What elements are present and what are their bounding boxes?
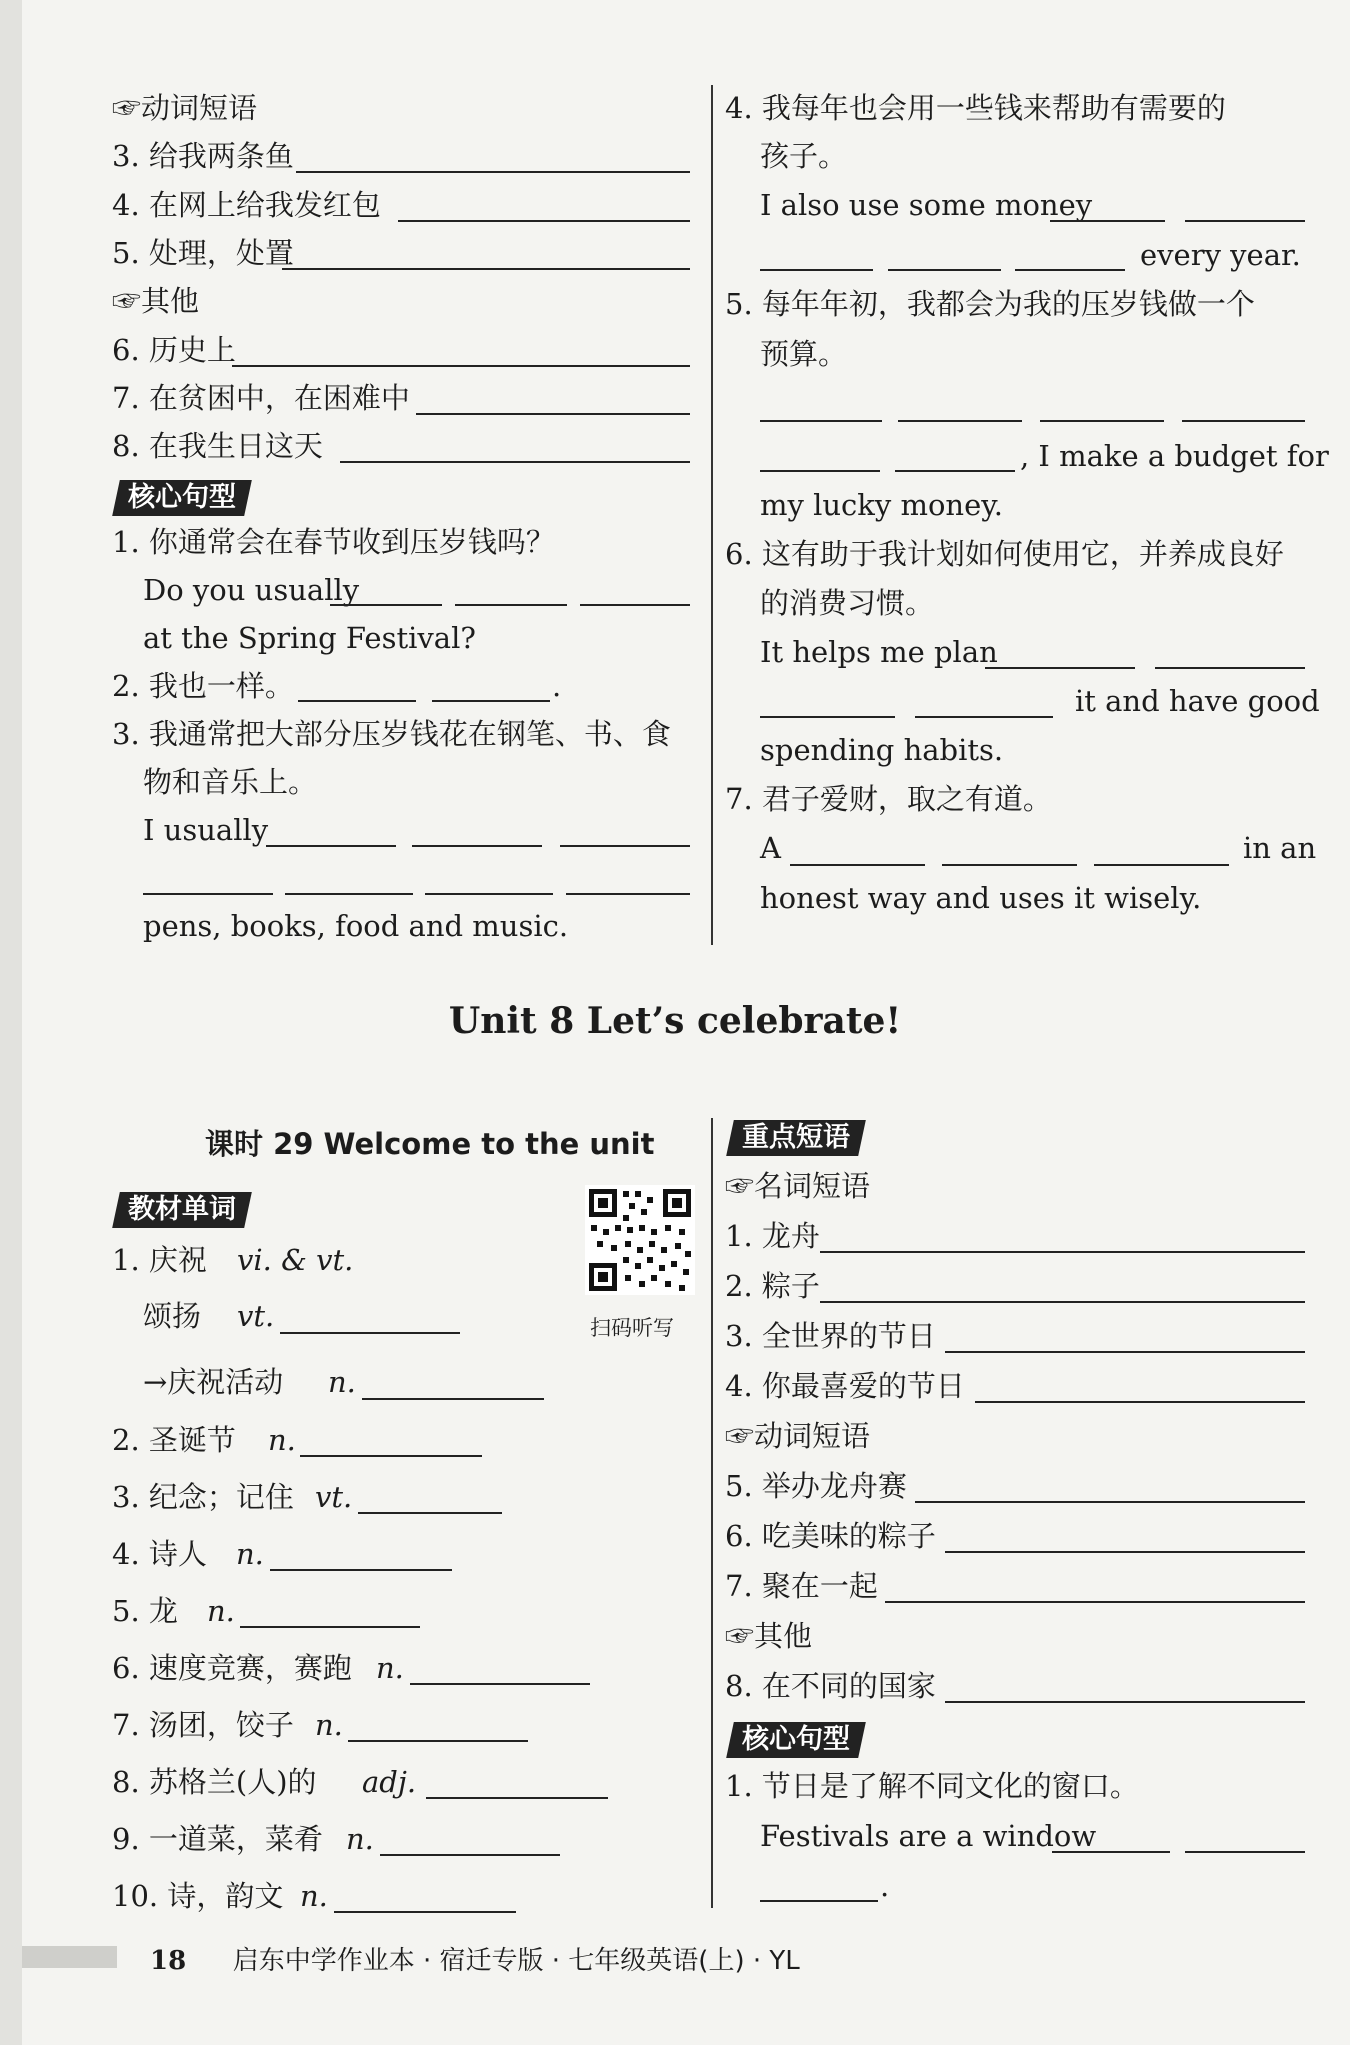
answer-blank[interactable]	[760, 470, 880, 472]
answer-blank[interactable]	[412, 845, 542, 847]
sentence-en: spending habits.	[760, 733, 1004, 767]
answer-blank[interactable]	[298, 700, 416, 702]
sentence-cn: 7. 君子爱财，取之有道。	[725, 782, 1052, 816]
lesson-title: 课时 29 Welcome to the unit	[205, 1127, 655, 1161]
answer-blank[interactable]	[232, 365, 690, 367]
answer-blank[interactable]	[1015, 269, 1125, 271]
column-divider	[711, 1118, 713, 1908]
sentence-cn: 孩子。	[760, 139, 848, 173]
part-of-speech: n.	[346, 1822, 374, 1856]
section-tag-core-sentences: 核心句型	[726, 1722, 866, 1758]
word-item: 10. 诗，韵文	[112, 1879, 284, 1913]
footer-bar	[22, 1946, 117, 1968]
word-item: 颂扬	[143, 1299, 202, 1333]
word-item: 6. 速度竞赛，赛跑	[112, 1651, 352, 1685]
answer-blank[interactable]	[455, 604, 567, 606]
answer-blank[interactable]	[432, 700, 550, 702]
answer-blank[interactable]	[888, 269, 1001, 271]
answer-blank[interactable]	[898, 420, 1022, 422]
answer-blank[interactable]	[885, 1601, 1305, 1603]
sentence-en: in an	[1243, 831, 1317, 865]
answer-blank[interactable]	[1185, 1851, 1305, 1853]
phrase-item: 3. 给我两条鱼	[112, 139, 294, 173]
phrase-item: 4. 你最喜爱的节日	[725, 1369, 965, 1403]
phrase-item: 7. 在贫困中，在困难中	[112, 381, 410, 415]
category-verb-phrases: ☞动词短语	[112, 91, 258, 125]
sentence-en: Festivals are a window	[760, 1819, 1097, 1853]
phrase-item: 3. 全世界的节日	[725, 1319, 936, 1353]
word-item: 1. 庆祝	[112, 1243, 207, 1277]
answer-blank[interactable]	[566, 893, 690, 895]
answer-blank[interactable]	[270, 1569, 452, 1571]
part-of-speech: n.	[300, 1879, 328, 1913]
category-verb-phrases: ☞动词短语	[725, 1419, 871, 1453]
word-item: 5. 龙	[112, 1594, 178, 1628]
part-of-speech: vt.	[315, 1480, 353, 1514]
sentence-en: A	[760, 831, 781, 865]
sentence-en: honest way and uses it wisely.	[760, 881, 1202, 915]
answer-blank[interactable]	[240, 1626, 420, 1628]
qr-code[interactable]	[585, 1185, 695, 1295]
phrase-item: 6. 历史上	[112, 333, 236, 367]
sentence-en: Do you usually	[143, 573, 360, 607]
answer-blank[interactable]	[334, 1911, 516, 1913]
answer-blank[interactable]	[285, 893, 413, 895]
answer-blank[interactable]	[1040, 420, 1164, 422]
section-tag-core-sentences: 核心句型	[112, 480, 252, 516]
answer-blank[interactable]	[820, 1301, 1305, 1303]
answer-blank[interactable]	[1155, 667, 1305, 669]
word-item: →庆祝活动	[143, 1365, 284, 1399]
answer-blank[interactable]	[945, 1701, 1305, 1703]
sentence-cn: 物和音乐上。	[143, 765, 318, 799]
part-of-speech: n.	[376, 1651, 404, 1685]
sentence-end-mark: .	[552, 669, 562, 703]
answer-blank[interactable]	[426, 1797, 608, 1799]
answer-blank[interactable]	[300, 1455, 482, 1457]
sentence-en: It helps me plan	[760, 635, 998, 669]
sentence-end-mark: .	[880, 1869, 890, 1903]
part-of-speech: n.	[268, 1423, 296, 1457]
word-item: 8. 苏格兰(人)的	[112, 1765, 317, 1799]
part-of-speech: n.	[315, 1708, 343, 1742]
sentence-cn: 1. 你通常会在春节收到压岁钱吗？	[112, 525, 555, 559]
answer-blank[interactable]	[1052, 1851, 1170, 1853]
sentence-cn: 1. 节日是了解不同文化的窗口。	[725, 1769, 1139, 1803]
phrase-item: 4. 在网上给我发红包	[112, 188, 381, 222]
category-noun-phrases: ☞名词短语	[725, 1169, 871, 1203]
phrase-item: 5. 处理，处置	[112, 236, 294, 270]
sentence-cn: 4. 我每年也会用一些钱来帮助有需要的	[725, 91, 1226, 125]
answer-blank[interactable]	[1050, 220, 1165, 222]
word-item: 7. 汤团，饺子	[112, 1708, 294, 1742]
part-of-speech: n.	[236, 1537, 264, 1571]
answer-blank[interactable]	[266, 845, 396, 847]
category-other: ☞其他	[112, 284, 200, 318]
answer-blank[interactable]	[945, 1351, 1305, 1353]
answer-blank[interactable]	[975, 1401, 1305, 1403]
phrase-item: 8. 在不同的国家	[725, 1669, 936, 1703]
page-number: 18	[150, 1946, 187, 1976]
unit-title: Unit 8 Let’s celebrate!	[448, 1000, 902, 1042]
answer-blank[interactable]	[410, 1683, 590, 1685]
part-of-speech: n.	[207, 1594, 235, 1628]
answer-blank[interactable]	[760, 716, 895, 718]
answer-blank[interactable]	[915, 716, 1053, 718]
answer-blank[interactable]	[358, 1512, 502, 1514]
answer-blank[interactable]	[1182, 420, 1305, 422]
phrase-item: 5. 举办龙舟赛	[725, 1469, 907, 1503]
sentence-en: I also use some money	[760, 188, 1093, 222]
part-of-speech: vt.	[237, 1299, 275, 1333]
answer-blank[interactable]	[985, 667, 1135, 669]
answer-blank[interactable]	[425, 893, 553, 895]
word-item: 4. 诗人	[112, 1537, 207, 1571]
sentence-en: I usually	[143, 813, 269, 847]
answer-blank[interactable]	[942, 864, 1077, 866]
sentence-en: pens, books, food and music.	[143, 909, 569, 943]
part-of-speech: vi. & vt.	[237, 1243, 354, 1277]
qr-caption: 扫码听写	[590, 1316, 674, 1340]
sentence-en: it and have good	[1075, 684, 1320, 718]
word-item: 9. 一道菜，菜肴	[112, 1822, 323, 1856]
phrase-item: 6. 吃美味的粽子	[725, 1519, 936, 1553]
footer	[150, 1940, 800, 1977]
answer-blank[interactable]	[380, 1854, 560, 1856]
answer-blank[interactable]	[760, 1900, 878, 1902]
answer-blank[interactable]	[280, 1332, 460, 1334]
answer-blank[interactable]	[296, 171, 690, 173]
footer-text: 启东中学作业本 · 宿迁专版 · 七年级英语(上) · YL	[232, 1946, 800, 1976]
answer-blank[interactable]	[143, 893, 273, 895]
phrase-item: 1. 龙舟	[725, 1219, 820, 1253]
section-tag-key-phrases: 重点短语	[726, 1120, 866, 1156]
sentence-en: my lucky money.	[760, 488, 1004, 522]
qr-code-icon	[585, 1185, 695, 1295]
sentence-cn: 5. 每年年初，我都会为我的压岁钱做一个	[725, 287, 1255, 321]
phrase-item: 8. 在我生日这天	[112, 429, 323, 463]
answer-blank[interactable]	[895, 470, 1015, 472]
sentence-cn: 预算。	[760, 337, 848, 371]
sentence-en: , I make a budget for	[1020, 439, 1329, 473]
answer-blank[interactable]	[340, 461, 690, 463]
answer-blank[interactable]	[820, 1251, 1305, 1253]
answer-blank[interactable]	[362, 1398, 544, 1400]
answer-blank[interactable]	[1094, 864, 1229, 866]
answer-blank[interactable]	[330, 604, 442, 606]
phrase-item: 7. 聚在一起	[725, 1569, 878, 1603]
answer-blank[interactable]	[560, 845, 690, 847]
sentence-cn: 6. 这有助于我计划如何使用它，并养成良好	[725, 537, 1284, 571]
sentence-cn: 2. 我也一样。	[112, 669, 294, 703]
column-divider	[711, 85, 713, 945]
sentence-cn: 3. 我通常把大部分压岁钱花在钢笔、书、食	[112, 717, 671, 751]
sentence-en: at the Spring Festival?	[143, 621, 476, 655]
sentence-cn: 的消费习惯。	[760, 586, 935, 620]
answer-blank[interactable]	[580, 604, 690, 606]
answer-blank[interactable]	[945, 1551, 1305, 1553]
phrase-item: 2. 粽子	[725, 1269, 820, 1303]
answer-blank[interactable]	[398, 220, 690, 222]
part-of-speech: n.	[328, 1365, 356, 1399]
answer-blank[interactable]	[760, 420, 882, 422]
word-item: 3. 纪念；记住	[112, 1480, 294, 1514]
word-item: 2. 圣诞节	[112, 1423, 236, 1457]
sentence-en: every year.	[1140, 238, 1301, 272]
answer-blank[interactable]	[1185, 220, 1305, 222]
part-of-speech: adj.	[362, 1765, 417, 1799]
answer-blank[interactable]	[760, 269, 873, 271]
answer-blank[interactable]	[416, 413, 690, 415]
answer-blank[interactable]	[915, 1501, 1305, 1503]
answer-blank[interactable]	[790, 864, 925, 866]
category-other: ☞其他	[725, 1619, 813, 1653]
answer-blank[interactable]	[348, 1740, 528, 1742]
section-tag-textbook-words: 教材单词	[112, 1192, 252, 1228]
answer-blank[interactable]	[282, 268, 690, 270]
